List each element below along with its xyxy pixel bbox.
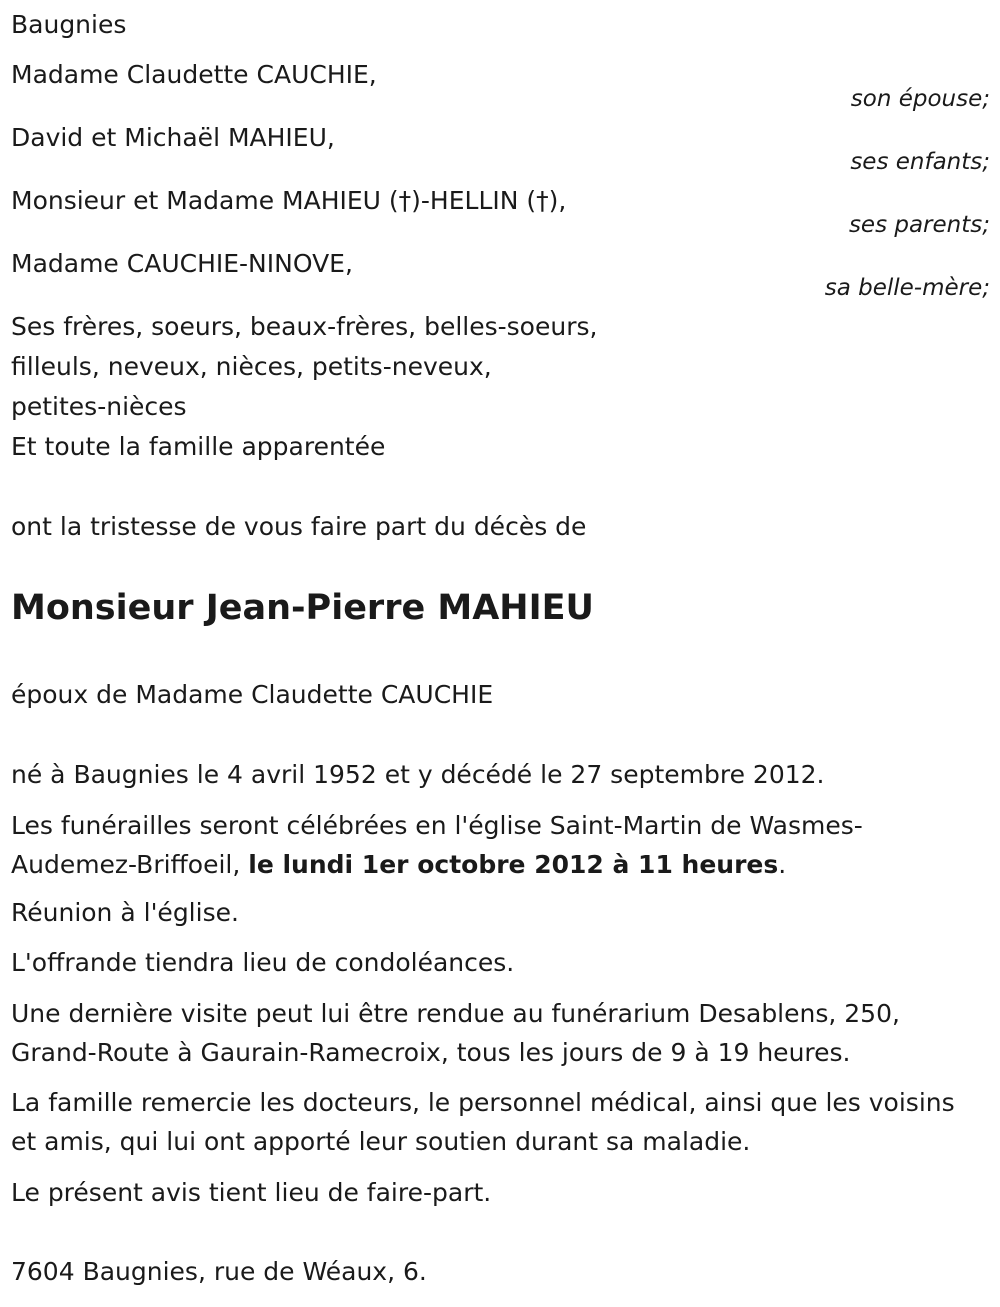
address-line: 7604 Baugnies, rue de Wéaux, 6. — [11, 1257, 427, 1286]
visit-paragraph: Une dernière visite peut lui être rendue au funérarium Desablens, 250, Grand-Route à Gaurain-Ramecroix, tous les jours de 9 à 19 heures. — [11, 999, 900, 1067]
funeral-text: Les funérailles seront célébrées en l'église Saint-Martin de Wasmes-Audemez-Briffoeil, — [11, 811, 863, 879]
meeting-line: Réunion à l'église. — [11, 898, 239, 927]
relatives-line: Et toute la famille apparentée — [11, 432, 386, 461]
announcement-text: ont la tristesse de vous faire part du décès de — [11, 512, 587, 541]
funeral-date: le lundi 1er octobre 2012 à 11 heures — [248, 850, 779, 879]
family-member-role: ses enfants; — [850, 149, 990, 175]
family-member-name: David et Michaël MAHIEU, — [11, 123, 335, 152]
funeral-paragraph — [11, 806, 971, 884]
birth-death-line: né à Baugnies le 4 avril 1952 et y décédé le 27 septembre 2012. — [11, 760, 825, 789]
family-member-name: Monsieur et Madame MAHIEU (†)-HELLIN (†), — [11, 186, 567, 215]
family-member-role: sa belle-mère; — [824, 275, 990, 301]
notice-line: Le présent avis tient lieu de faire-part. — [11, 1178, 492, 1207]
offering-line: L'offrande tiendra lieu de condoléances. — [11, 948, 515, 977]
family-member-role: son épouse; — [850, 86, 990, 112]
deceased-name: Monsieur Jean-Pierre MAHIEU — [11, 588, 594, 628]
location-header: Baugnies — [11, 10, 127, 39]
funeral-text-end: . — [778, 850, 787, 879]
spouse-line: époux de Madame Claudette CAUCHIE — [11, 680, 494, 709]
relatives-line: filleuls, neveux, nièces, petits-neveux, — [11, 352, 492, 381]
relatives-line: Ses frères, soeurs, beaux-frères, belles-soeurs, — [11, 312, 598, 341]
family-member-role: ses parents; — [848, 212, 990, 238]
thanks-paragraph: La famille remercie les docteurs, le personnel médical, ainsi que les voisins et amis, qui lui ont apporté leur soutien durant sa maladie. — [11, 1088, 955, 1156]
family-member-name: Madame CAUCHIE-NINOVE, — [11, 249, 353, 278]
family-member-name: Madame Claudette CAUCHIE, — [11, 60, 377, 89]
relatives-line: petites-nièces — [11, 392, 187, 421]
